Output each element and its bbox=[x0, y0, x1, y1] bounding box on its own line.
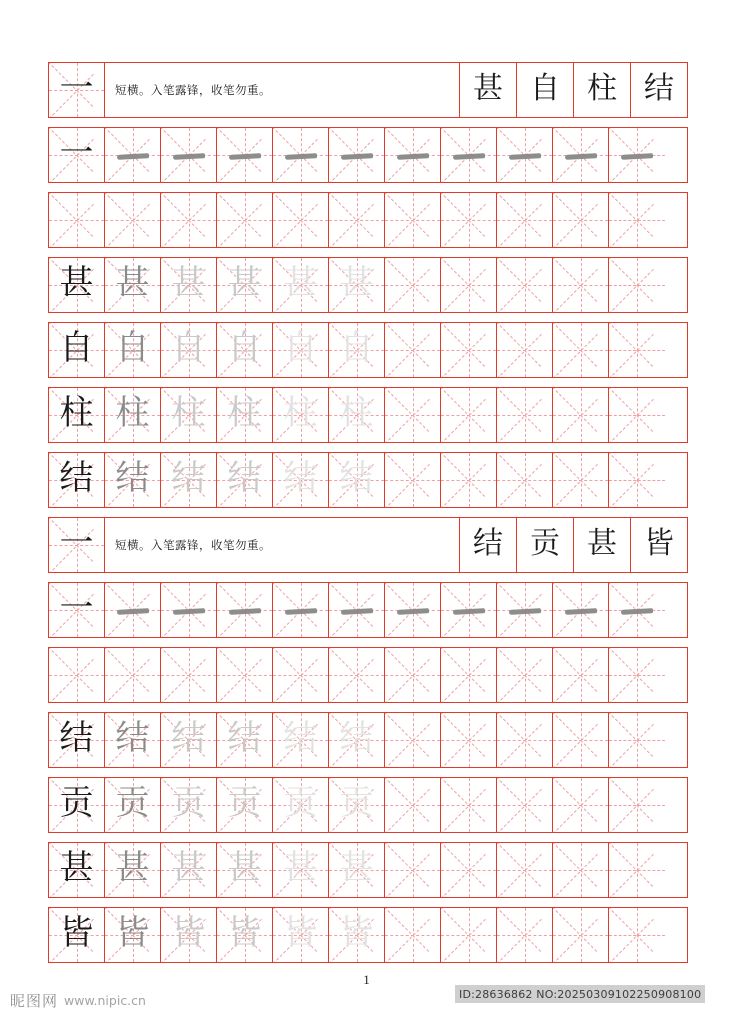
blank-grid-cell bbox=[273, 648, 329, 702]
blank-grid-cell bbox=[49, 648, 105, 702]
trace-char: 结 bbox=[339, 460, 374, 497]
trace-char: 结 bbox=[115, 720, 150, 757]
char-practice-row-jie-2 bbox=[48, 712, 688, 768]
stroke-trace-mark bbox=[117, 153, 149, 160]
trace-char: 自 bbox=[339, 330, 374, 367]
char-practice-cell bbox=[609, 843, 665, 897]
char-practice-cell bbox=[441, 453, 497, 507]
trace-char: 自 bbox=[283, 330, 318, 367]
stroke-practice-cell bbox=[553, 128, 609, 182]
example-word-cell bbox=[574, 518, 631, 572]
trace-char: 结 bbox=[283, 720, 318, 757]
stroke-trace-mark bbox=[621, 608, 653, 615]
trace-char: 皆 bbox=[115, 915, 150, 952]
char-practice-cell bbox=[553, 778, 609, 832]
char-practice-cell bbox=[105, 258, 161, 312]
trace-char: 结 bbox=[171, 720, 206, 757]
stroke-trace-mark bbox=[509, 153, 541, 160]
stroke-model-char: 一 bbox=[59, 135, 94, 172]
stroke-practice-cell bbox=[105, 583, 161, 637]
blank-grid-cell bbox=[497, 648, 553, 702]
trace-char: 皆 bbox=[339, 915, 374, 952]
example-word-cell bbox=[460, 63, 517, 117]
trace-char: 柱 bbox=[227, 395, 262, 432]
char-practice-cell bbox=[385, 258, 441, 312]
stroke-trace-mark bbox=[341, 153, 373, 160]
char-practice-cell bbox=[49, 908, 105, 962]
blank-grid-cell bbox=[609, 193, 665, 247]
stroke-trace-mark bbox=[117, 608, 149, 615]
char-practice-cell bbox=[385, 713, 441, 767]
char-practice-cell bbox=[49, 323, 105, 377]
char-practice-cell bbox=[609, 778, 665, 832]
stroke-trace-mark bbox=[397, 153, 429, 160]
page-number: 1 bbox=[363, 972, 370, 987]
trace-char: 贡 bbox=[115, 785, 150, 822]
char-practice-cell bbox=[161, 388, 217, 442]
trace-char: 结 bbox=[339, 720, 374, 757]
char-practice-cell bbox=[609, 388, 665, 442]
char-practice-row-zi bbox=[48, 322, 688, 378]
stroke-trace-mark bbox=[397, 608, 429, 615]
stroke-note: 短横。入笔露锋，收笔勿重。 bbox=[105, 518, 460, 572]
char-practice-cell bbox=[49, 258, 105, 312]
stroke-practice-cell bbox=[385, 128, 441, 182]
trace-char: 贡 bbox=[227, 785, 262, 822]
example-word-cell bbox=[631, 518, 687, 572]
stroke-trace-mark bbox=[453, 608, 485, 615]
char-practice-cell bbox=[161, 323, 217, 377]
model-char: 贡 bbox=[59, 785, 94, 822]
model-char: 皆 bbox=[59, 915, 94, 952]
trace-char: 甚 bbox=[283, 850, 318, 887]
char-practice-cell bbox=[329, 713, 385, 767]
char-practice-cell bbox=[497, 908, 553, 962]
char-practice-cell bbox=[441, 778, 497, 832]
char-practice-cell bbox=[161, 713, 217, 767]
char-practice-cell bbox=[329, 388, 385, 442]
char-practice-row-jie-3 bbox=[48, 907, 688, 963]
char-practice-cell bbox=[441, 388, 497, 442]
image-id-bar: ID:28636862 NO:20250309102250908100 bbox=[455, 985, 705, 1003]
trace-char: 柱 bbox=[283, 395, 318, 432]
blank-grid-row-1 bbox=[48, 192, 688, 248]
stroke-practice-cell bbox=[217, 128, 273, 182]
trace-char: 柱 bbox=[115, 395, 150, 432]
stroke-trace-mark bbox=[453, 153, 485, 160]
char-practice-row-gong bbox=[48, 777, 688, 833]
char-practice-cell bbox=[49, 778, 105, 832]
char-practice-cell bbox=[105, 388, 161, 442]
stroke-trace-mark bbox=[285, 153, 317, 160]
stroke-practice-cell bbox=[161, 128, 217, 182]
blank-grid-cell bbox=[385, 193, 441, 247]
char-practice-cell bbox=[385, 453, 441, 507]
char-practice-cell bbox=[49, 713, 105, 767]
char-practice-cell bbox=[161, 843, 217, 897]
blank-grid-cell bbox=[609, 648, 665, 702]
watermark-logo: 昵图网 bbox=[10, 992, 59, 1010]
example-word: 皆 bbox=[644, 527, 674, 560]
char-practice-cell bbox=[161, 908, 217, 962]
char-practice-cell bbox=[273, 323, 329, 377]
stroke-trace-mark bbox=[173, 608, 205, 615]
example-word-cell bbox=[460, 518, 517, 572]
stroke-practice-row-2 bbox=[48, 582, 688, 638]
char-practice-cell bbox=[385, 778, 441, 832]
stroke-demo-row-2 bbox=[48, 517, 688, 573]
blank-grid-cell bbox=[385, 648, 441, 702]
char-practice-cell bbox=[385, 908, 441, 962]
stroke-trace-mark bbox=[565, 153, 597, 160]
char-practice-cell bbox=[49, 388, 105, 442]
char-practice-cell bbox=[49, 453, 105, 507]
stroke-practice-cell bbox=[49, 583, 105, 637]
stroke-model-char: 一 bbox=[59, 590, 94, 627]
char-practice-cell bbox=[385, 843, 441, 897]
trace-char: 自 bbox=[171, 330, 206, 367]
char-practice-cell bbox=[217, 778, 273, 832]
char-practice-cell bbox=[105, 453, 161, 507]
example-word-cell bbox=[631, 63, 687, 117]
example-word: 甚 bbox=[587, 527, 617, 560]
model-char: 柱 bbox=[59, 395, 94, 432]
char-practice-cell bbox=[217, 258, 273, 312]
blank-grid-cell bbox=[497, 193, 553, 247]
trace-char: 结 bbox=[283, 460, 318, 497]
char-practice-cell bbox=[105, 843, 161, 897]
char-practice-row-jie bbox=[48, 452, 688, 508]
trace-char: 贡 bbox=[171, 785, 206, 822]
char-practice-cell bbox=[497, 713, 553, 767]
char-practice-cell bbox=[105, 778, 161, 832]
char-practice-cell bbox=[441, 843, 497, 897]
stroke-practice-cell bbox=[105, 128, 161, 182]
blank-grid-cell bbox=[217, 648, 273, 702]
example-word: 结 bbox=[473, 527, 503, 560]
char-practice-cell bbox=[217, 713, 273, 767]
char-practice-cell bbox=[497, 843, 553, 897]
stroke-trace-mark bbox=[509, 608, 541, 615]
blank-grid-cell bbox=[441, 193, 497, 247]
example-word: 柱 bbox=[587, 72, 617, 105]
trace-char: 皆 bbox=[171, 915, 206, 952]
char-practice-cell bbox=[329, 778, 385, 832]
model-char: 结 bbox=[59, 720, 94, 757]
trace-char: 甚 bbox=[339, 850, 374, 887]
char-practice-cell bbox=[385, 388, 441, 442]
char-practice-cell bbox=[161, 778, 217, 832]
trace-char: 甚 bbox=[171, 850, 206, 887]
char-practice-cell bbox=[441, 258, 497, 312]
stroke-note: 短横。入笔露锋，收笔勿重。 bbox=[105, 63, 460, 117]
stroke-trace-mark bbox=[565, 608, 597, 615]
demo-lead-cell bbox=[49, 518, 105, 572]
blank-grid-cell bbox=[441, 648, 497, 702]
stroke-trace-mark bbox=[285, 608, 317, 615]
model-char: 结 bbox=[59, 460, 94, 497]
trace-char: 甚 bbox=[283, 265, 318, 302]
char-practice-cell bbox=[553, 713, 609, 767]
stroke-practice-cell bbox=[329, 583, 385, 637]
stroke-practice-cell bbox=[161, 583, 217, 637]
example-word: 自 bbox=[530, 72, 560, 105]
char-practice-cell bbox=[329, 453, 385, 507]
stroke-practice-cell bbox=[609, 128, 665, 182]
stroke-practice-cell bbox=[497, 583, 553, 637]
stroke-trace-mark bbox=[229, 153, 261, 160]
trace-char: 柱 bbox=[171, 395, 206, 432]
demo-lead-cell bbox=[49, 63, 105, 117]
char-practice-cell bbox=[329, 323, 385, 377]
blank-grid-cell bbox=[217, 193, 273, 247]
char-practice-cell bbox=[497, 778, 553, 832]
blank-grid-cell bbox=[273, 193, 329, 247]
char-practice-cell bbox=[329, 908, 385, 962]
char-practice-cell bbox=[441, 908, 497, 962]
trace-char: 甚 bbox=[115, 265, 150, 302]
char-practice-cell bbox=[161, 258, 217, 312]
stroke-practice-row-1 bbox=[48, 127, 688, 183]
stroke-example-char: 一 bbox=[59, 525, 94, 562]
char-practice-cell bbox=[105, 713, 161, 767]
example-word: 贡 bbox=[530, 527, 560, 560]
char-practice-cell bbox=[273, 843, 329, 897]
char-practice-cell bbox=[273, 453, 329, 507]
char-practice-cell bbox=[553, 258, 609, 312]
stroke-demo-row-1 bbox=[48, 62, 688, 118]
stroke-practice-cell bbox=[385, 583, 441, 637]
example-word: 结 bbox=[644, 72, 674, 105]
char-practice-cell bbox=[217, 908, 273, 962]
trace-char: 甚 bbox=[171, 265, 206, 302]
watermark-url: www.nipic.cn bbox=[64, 993, 146, 1008]
trace-char: 甚 bbox=[227, 850, 262, 887]
char-practice-cell bbox=[273, 908, 329, 962]
char-practice-cell bbox=[441, 323, 497, 377]
stroke-practice-cell bbox=[497, 128, 553, 182]
stroke-example-char: 一 bbox=[59, 70, 94, 107]
stroke-trace-mark bbox=[173, 153, 205, 160]
char-practice-row-shen bbox=[48, 257, 688, 313]
model-char: 自 bbox=[59, 330, 94, 367]
char-practice-cell bbox=[609, 258, 665, 312]
stroke-practice-cell bbox=[49, 128, 105, 182]
trace-char: 结 bbox=[171, 460, 206, 497]
char-practice-cell bbox=[49, 843, 105, 897]
watermark bbox=[10, 990, 146, 1011]
char-practice-cell bbox=[497, 453, 553, 507]
char-practice-cell bbox=[217, 388, 273, 442]
char-practice-cell bbox=[105, 908, 161, 962]
blank-grid-cell bbox=[553, 648, 609, 702]
char-practice-cell bbox=[217, 323, 273, 377]
trace-char: 结 bbox=[227, 720, 262, 757]
char-practice-cell bbox=[105, 323, 161, 377]
stroke-practice-cell bbox=[609, 583, 665, 637]
blank-grid-cell bbox=[329, 193, 385, 247]
char-practice-cell bbox=[497, 388, 553, 442]
stroke-practice-cell bbox=[273, 583, 329, 637]
blank-grid-cell bbox=[49, 193, 105, 247]
example-word-cell bbox=[517, 518, 574, 572]
trace-char: 自 bbox=[227, 330, 262, 367]
practice-sheet bbox=[48, 62, 688, 972]
example-word: 甚 bbox=[473, 72, 503, 105]
stroke-practice-cell bbox=[329, 128, 385, 182]
trace-char: 贡 bbox=[283, 785, 318, 822]
blank-grid-cell bbox=[161, 193, 217, 247]
stroke-practice-cell bbox=[553, 583, 609, 637]
char-practice-cell bbox=[553, 388, 609, 442]
trace-char: 皆 bbox=[283, 915, 318, 952]
stroke-trace-mark bbox=[341, 608, 373, 615]
blank-grid-cell bbox=[105, 193, 161, 247]
stroke-practice-cell bbox=[217, 583, 273, 637]
stroke-trace-mark bbox=[621, 153, 653, 160]
stroke-practice-cell bbox=[273, 128, 329, 182]
char-practice-cell bbox=[217, 843, 273, 897]
char-practice-cell bbox=[609, 908, 665, 962]
char-practice-cell bbox=[609, 323, 665, 377]
stroke-trace-mark bbox=[229, 608, 261, 615]
char-practice-cell bbox=[273, 713, 329, 767]
char-practice-row-zhu bbox=[48, 387, 688, 443]
char-practice-row-shen-2 bbox=[48, 842, 688, 898]
char-practice-cell bbox=[273, 778, 329, 832]
char-practice-cell bbox=[329, 843, 385, 897]
stroke-practice-cell bbox=[441, 128, 497, 182]
trace-char: 甚 bbox=[227, 265, 262, 302]
trace-char: 结 bbox=[115, 460, 150, 497]
char-practice-cell bbox=[553, 453, 609, 507]
char-practice-cell bbox=[609, 713, 665, 767]
char-practice-cell bbox=[329, 258, 385, 312]
char-practice-cell bbox=[497, 258, 553, 312]
trace-char: 甚 bbox=[339, 265, 374, 302]
char-practice-cell bbox=[273, 258, 329, 312]
trace-char: 甚 bbox=[115, 850, 150, 887]
trace-char: 柱 bbox=[339, 395, 374, 432]
example-word-cell bbox=[574, 63, 631, 117]
char-practice-cell bbox=[385, 323, 441, 377]
char-practice-cell bbox=[497, 323, 553, 377]
example-word-cell bbox=[517, 63, 574, 117]
model-char: 甚 bbox=[59, 850, 94, 887]
trace-char: 皆 bbox=[227, 915, 262, 952]
char-practice-cell bbox=[161, 453, 217, 507]
blank-grid-cell bbox=[161, 648, 217, 702]
trace-char: 结 bbox=[227, 460, 262, 497]
blank-grid-cell bbox=[105, 648, 161, 702]
stroke-practice-cell bbox=[441, 583, 497, 637]
char-practice-cell bbox=[553, 323, 609, 377]
blank-grid-row-2 bbox=[48, 647, 688, 703]
char-practice-cell bbox=[553, 843, 609, 897]
trace-char: 贡 bbox=[339, 785, 374, 822]
char-practice-cell bbox=[273, 388, 329, 442]
char-practice-cell bbox=[217, 453, 273, 507]
char-practice-cell bbox=[441, 713, 497, 767]
char-practice-cell bbox=[553, 908, 609, 962]
blank-grid-cell bbox=[329, 648, 385, 702]
blank-grid-cell bbox=[553, 193, 609, 247]
trace-char: 自 bbox=[115, 330, 150, 367]
model-char: 甚 bbox=[59, 265, 94, 302]
char-practice-cell bbox=[609, 453, 665, 507]
